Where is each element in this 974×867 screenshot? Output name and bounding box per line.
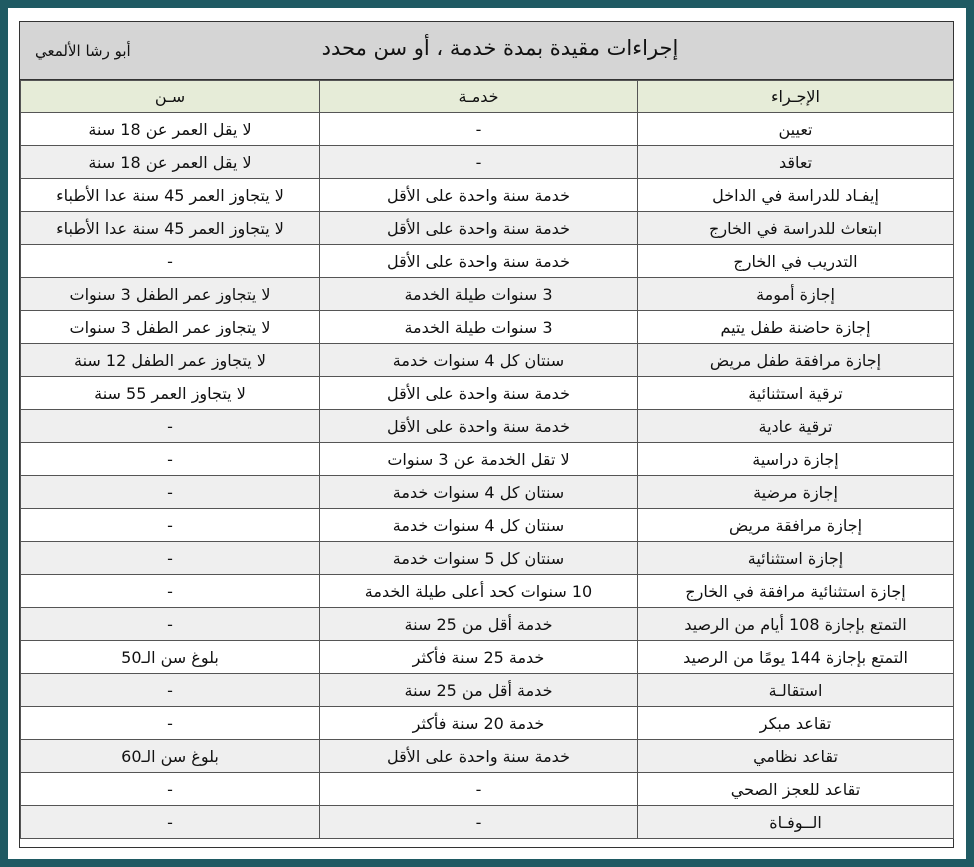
cell-age: لا يتجاوز العمر 55 سنة [21,377,320,410]
cell-procedure: تقاعد للعجز الصحي [638,773,954,806]
column-header-procedure: الإجـراء [638,81,954,113]
cell-service: - [320,773,638,806]
cell-service: - [320,113,638,146]
cell-age: لا يتجاوز عمر الطفل 12 سنة [21,344,320,377]
cell-procedure: تعيين [638,113,954,146]
cell-procedure: ترقية عادية [638,410,954,443]
cell-age: بلوغ سن الـ60 [21,740,320,773]
cell-age: لا يتجاوز العمر 45 سنة عدا الأطباء [21,212,320,245]
cell-procedure: ابتعاث للدراسة في الخارج [638,212,954,245]
table-row [21,509,954,542]
title-bar [20,22,953,80]
table-header-row [21,81,954,113]
cell-age: - [21,806,320,839]
page-frame [8,8,966,859]
cell-procedure: تقاعد مبكر [638,707,954,740]
table-row [21,212,954,245]
table-row [21,641,954,674]
cell-procedure: استقالـة [638,674,954,707]
table-row [21,245,954,278]
procedures-sheet [19,21,954,848]
table-row [21,278,954,311]
page-title: إجراءات مقيدة بمدة خدمة ، أو سن محدد [321,36,679,60]
table-row [21,146,954,179]
cell-service: خدمة سنة واحدة على الأقل [320,740,638,773]
cell-procedure: التدريب في الخارج [638,245,954,278]
cell-procedure: إجازة مرافقة طفل مريض [638,344,954,377]
author-name: أبو رشا الألمعي [35,42,131,60]
cell-procedure: إجازة مرضية [638,476,954,509]
cell-age: - [21,773,320,806]
cell-service: خدمة أقل من 25 سنة [320,674,638,707]
cell-service: سنتان كل 5 سنوات خدمة [320,542,638,575]
table-row [21,179,954,212]
cell-service: سنتان كل 4 سنوات خدمة [320,509,638,542]
cell-procedure: إجازة أمومة [638,278,954,311]
table-row [21,608,954,641]
procedures-table [20,80,954,839]
cell-age: لا يتجاوز عمر الطفل 3 سنوات [21,278,320,311]
table-row [21,377,954,410]
cell-procedure: ترقية استثنائية [638,377,954,410]
cell-age: - [21,509,320,542]
column-header-age: سـن [21,81,320,113]
table-row [21,443,954,476]
table-row [21,476,954,509]
cell-age: بلوغ سن الـ50 [21,641,320,674]
cell-procedure: إجازة مرافقة مريض [638,509,954,542]
cell-age: - [21,245,320,278]
cell-age: - [21,476,320,509]
cell-service: خدمة سنة واحدة على الأقل [320,179,638,212]
cell-service: خدمة سنة واحدة على الأقل [320,377,638,410]
cell-procedure: التمتع بإجازة 144 يومًا من الرصيد [638,641,954,674]
cell-procedure: إجازة حاضنة طفل يتيم [638,311,954,344]
cell-procedure: تعاقد [638,146,954,179]
cell-procedure: إجازة دراسية [638,443,954,476]
column-header-service: خدمـة [320,81,638,113]
cell-procedure: تقاعد نظامي [638,740,954,773]
cell-age: - [21,410,320,443]
table-row [21,311,954,344]
cell-age: لا يتجاوز عمر الطفل 3 سنوات [21,311,320,344]
table-row [21,542,954,575]
table-row [21,575,954,608]
cell-procedure: إيفـاد للدراسة في الداخل [638,179,954,212]
cell-service: خدمة سنة واحدة على الأقل [320,212,638,245]
cell-age: - [21,575,320,608]
cell-service: خدمة سنة واحدة على الأقل [320,410,638,443]
table-row [21,410,954,443]
cell-procedure: الــوفـاة [638,806,954,839]
cell-procedure: إجازة استثنائية [638,542,954,575]
table-row [21,344,954,377]
table-body [21,113,954,839]
cell-service: خدمة أقل من 25 سنة [320,608,638,641]
cell-service: خدمة سنة واحدة على الأقل [320,245,638,278]
cell-age: - [21,707,320,740]
cell-service: لا تقل الخدمة عن 3 سنوات [320,443,638,476]
table-row [21,113,954,146]
cell-service: - [320,146,638,179]
cell-age: - [21,674,320,707]
cell-age: لا يقل العمر عن 18 سنة [21,113,320,146]
cell-age: - [21,542,320,575]
cell-service: 10 سنوات كحد أعلى طيلة الخدمة [320,575,638,608]
table-row [21,773,954,806]
cell-service: خدمة 25 سنة فأكثر [320,641,638,674]
cell-service: 3 سنوات طيلة الخدمة [320,278,638,311]
cell-procedure: إجازة استثنائية مرافقة في الخارج [638,575,954,608]
cell-service: سنتان كل 4 سنوات خدمة [320,344,638,377]
cell-service: سنتان كل 4 سنوات خدمة [320,476,638,509]
cell-age: - [21,608,320,641]
table-row [21,674,954,707]
table-row [21,806,954,839]
cell-age: لا يقل العمر عن 18 سنة [21,146,320,179]
cell-service: - [320,806,638,839]
cell-age: لا يتجاوز العمر 45 سنة عدا الأطباء [21,179,320,212]
cell-procedure: التمتع بإجازة 108 أيام من الرصيد [638,608,954,641]
cell-age: - [21,443,320,476]
cell-service: خدمة 20 سنة فأكثر [320,707,638,740]
table-row [21,740,954,773]
table-row [21,707,954,740]
cell-service: 3 سنوات طيلة الخدمة [320,311,638,344]
